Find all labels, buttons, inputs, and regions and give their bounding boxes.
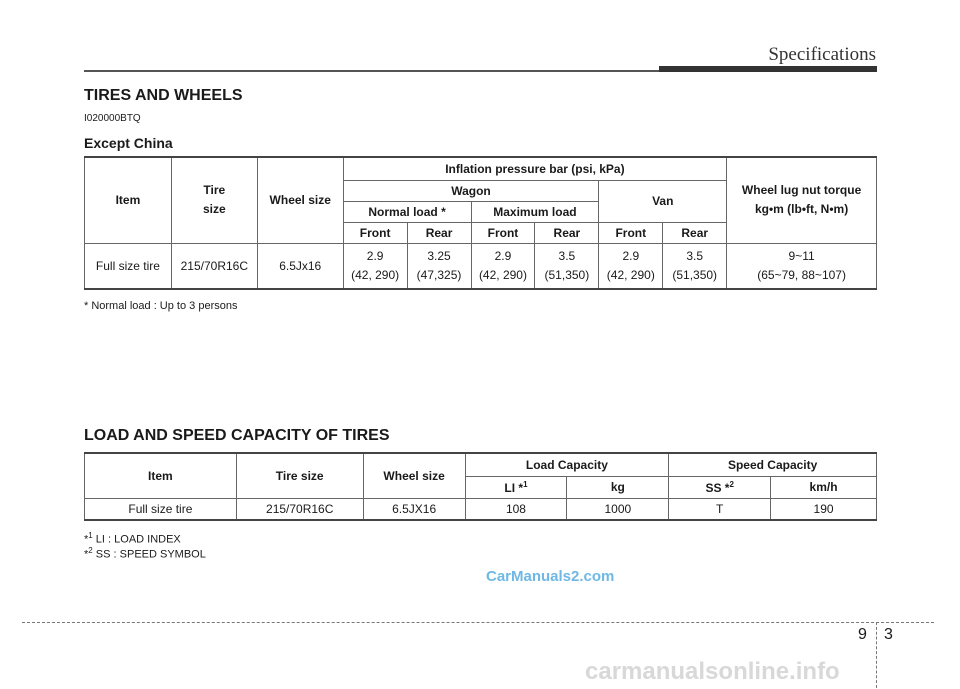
header-ss: SS *$^2$ (669, 476, 771, 498)
cell-pressure: 3.25 (47,325) (407, 243, 471, 289)
page-number: 3 (884, 626, 893, 643)
watermark: CarManuals2.com (486, 568, 615, 585)
cell-pressure: 3.5 (51,350) (663, 243, 727, 289)
cell-wheel-size: 6.5Jx16 (257, 243, 343, 289)
section-title-tires: TIRES AND WHEELS (84, 87, 243, 104)
header-rear: Rear (535, 222, 599, 243)
header-wheel-size: Wheel size (257, 157, 343, 243)
li-note: *$^1$ LI : LOAD INDEX (84, 531, 181, 546)
cell-kg: 1000 (567, 498, 669, 520)
header-van: Van (599, 180, 727, 222)
ss-note: *$^2$ SS : SPEED SYMBOL (84, 546, 206, 561)
cell-torque: 9~11 (65~79, 88~107) (727, 243, 877, 289)
header-rear: Rear (663, 222, 727, 243)
header-maximum-load: Maximum load (471, 201, 599, 222)
chapter-number: 9 (858, 626, 867, 643)
cell-pressure: 2.9 (42, 290) (599, 243, 663, 289)
header-kg: kg (567, 476, 669, 498)
page-header-title: Specifications (768, 44, 876, 65)
cell-li: 108 (465, 498, 567, 520)
header-wheel-size: Wheel size (363, 453, 465, 498)
header-item: Item (85, 453, 237, 498)
section-title-load-speed: LOAD AND SPEED CAPACITY OF TIRES (84, 427, 390, 444)
header-tire-size: Tire size (171, 157, 257, 243)
cell-item: Full size tire (85, 243, 172, 289)
header-front: Front (599, 222, 663, 243)
cell-pressure: 2.9 (42, 290) (471, 243, 535, 289)
load-speed-table (84, 452, 877, 521)
footer-divider (22, 622, 934, 623)
header-normal-load: Normal load * (343, 201, 471, 222)
cell-item: Full size tire (85, 498, 237, 520)
header-tire-size: Tire size (236, 453, 363, 498)
header-front: Front (343, 222, 407, 243)
header-li: LI *$^1$ (465, 476, 567, 498)
header-rule-bar (659, 66, 877, 72)
header-lug-torque-line2: kg•m (lb•ft, N•m) (754, 202, 849, 217)
cell-kmh: 190 (771, 498, 877, 520)
cell-pressure: 2.9 (42, 290) (343, 243, 407, 289)
header-load-capacity: Load Capacity (465, 453, 669, 476)
table-row (85, 498, 877, 520)
header-rule (84, 70, 659, 72)
header-front: Front (471, 222, 535, 243)
cell-tire-size: 215/70R16C (171, 243, 257, 289)
cell-ss: T (669, 498, 771, 520)
header-kmh: km/h (771, 476, 877, 498)
header-lug-torque-line1: Wheel lug nut torque (741, 183, 862, 198)
cell-tire-size: 215/70R16C (236, 498, 363, 520)
table-row (85, 243, 877, 289)
footer-watermark: carmanualsonline.info (585, 658, 840, 685)
normal-load-note: * Normal load : Up to 3 persons (84, 300, 238, 312)
tires-wheels-table (84, 156, 877, 290)
header-inflation-pressure: Inflation pressure bar (psi, kPa) (343, 157, 727, 180)
header-rear: Rear (407, 222, 471, 243)
header-speed-capacity: Speed Capacity (669, 453, 877, 476)
section-code: I020000BTQ (84, 113, 141, 124)
header-lug-nut-torque (727, 157, 877, 243)
subsection-title: Except China (84, 135, 173, 151)
page-number-divider (876, 622, 877, 688)
cell-wheel-size: 6.5JX16 (363, 498, 465, 520)
cell-pressure: 3.5 (51,350) (535, 243, 599, 289)
header-item: Item (85, 157, 172, 243)
header-wagon: Wagon (343, 180, 599, 201)
